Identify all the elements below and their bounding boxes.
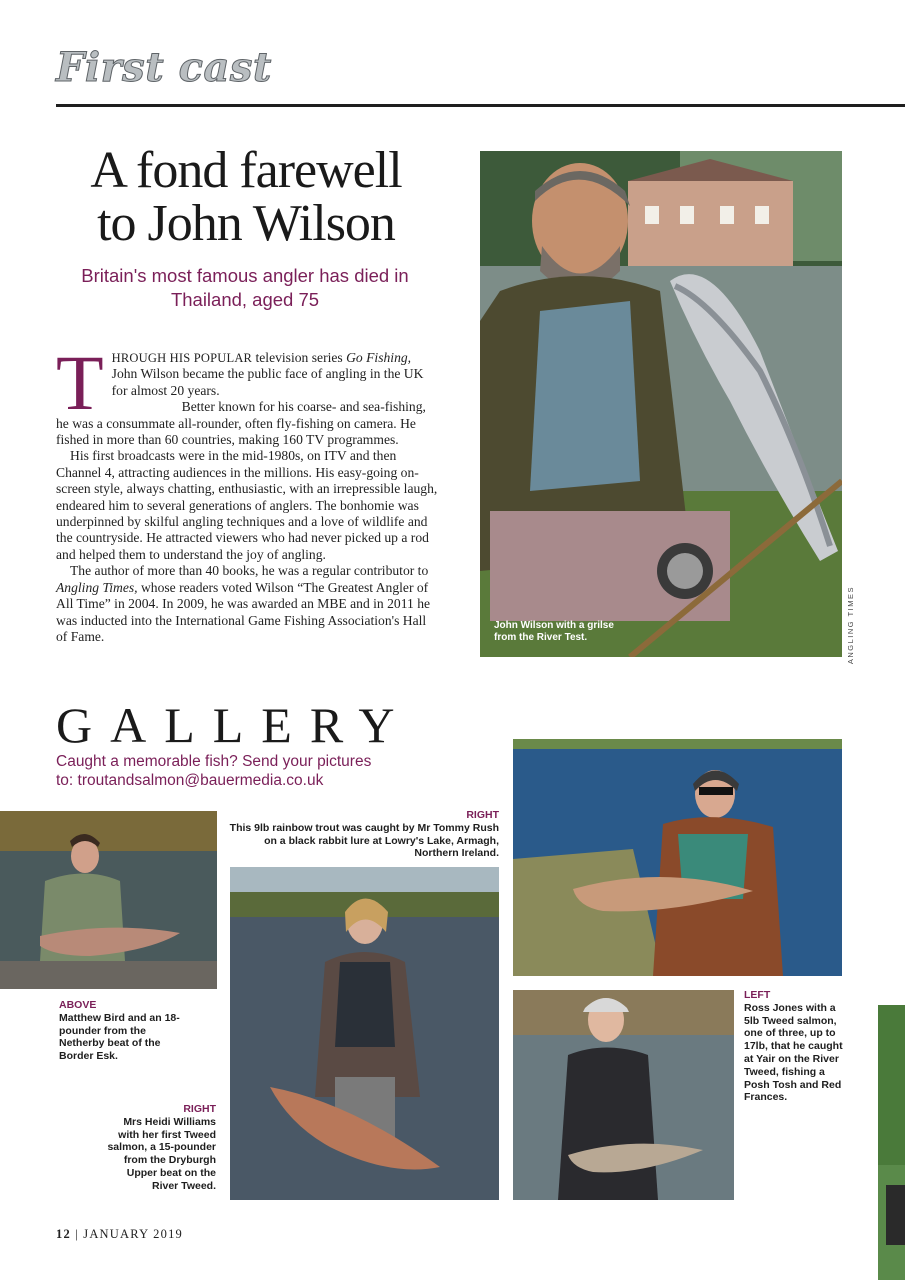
caption-matthew-bird	[59, 999, 189, 1063]
edge-photo	[878, 1005, 905, 1280]
drop-cap: T	[56, 339, 104, 426]
tommy-rush-photo	[513, 739, 842, 976]
caption-tag-right-top: RIGHT	[466, 809, 499, 821]
gallery-subtitle-line-2: to: troutandsalmon@bauermedia.co.uk	[56, 772, 324, 789]
section-title: First cast	[56, 44, 272, 91]
caption-tag-right-bottom: RIGHT	[183, 1103, 216, 1115]
headline	[58, 144, 434, 250]
p4-italic: Angling Times,	[56, 579, 138, 595]
p4-text-b: whose readers voted Wilson “The Greatest Angler of All Time” in 2004. In 2009, he was awarded an MBE and in 2011 he was inducted into the International Game Fishing Association's Hall of Fame.	[56, 579, 431, 644]
gallery-title: GALLERY	[56, 697, 413, 753]
caption-tag-left: LEFT	[744, 989, 771, 1001]
caption-tag-above: ABOVE	[59, 999, 97, 1011]
caption-text-above: Matthew Bird and an 18-pounder from the Netherby beat of the Border Esk.	[59, 1011, 180, 1063]
caption-text-left: Ross Jones with a 5lb Tweed salmon, one of three, up to 17lb, that he caught at Yair on the River Tweed, fishing a Posh Tosh and Red Frances.	[744, 1001, 843, 1104]
p1-italic: Go Fishing,	[346, 350, 412, 365]
john-wilson-photo	[480, 151, 842, 657]
photo-credit: ANGLING TIMES	[846, 586, 855, 665]
standfirst: Britain's most famous angler has died in Thailand, aged 75	[81, 265, 409, 310]
caption-tommy-rush	[228, 809, 499, 860]
matthew-bird-photo	[0, 811, 217, 989]
issue-date: JANUARY 2019	[83, 1227, 183, 1241]
caption-text-right-top: This 9lb rainbow trout was caught by Mr Tommy Rush on a black rabbit lure at Lowry's Lake, Armagh, Northern Ireland.	[229, 821, 499, 860]
paragraph-4	[56, 563, 438, 645]
main-photo-caption: John Wilson with a grilse from the River Test.	[494, 620, 614, 643]
gallery-subtitle-line-1: Caught a memorable fish? Send your pictures	[56, 753, 372, 770]
footer-separator: |	[70, 1227, 84, 1241]
gallery-subtitle	[56, 752, 456, 790]
heidi-williams-photo	[230, 867, 499, 1200]
paragraph-3: His first broadcasts were in the mid-1980s, on ITV and then Channel 4, attracting audiences in the millions. His easy-going on-screen style, always chatting, enthusiastic, with an irrepressible laugh, endeared him to several generations of anglers. The bonhomie was underpinned by skilful angling techniques and a love of wildlife and the countryside. He attracted viewers who had never picked up a rod and helped them to understand the joy of angling.	[56, 448, 438, 562]
p1-text-a: television series	[252, 350, 347, 365]
caption-ross-jones	[744, 989, 844, 1104]
headline-line-2: to John Wilson	[97, 195, 395, 252]
p1-text-b: John Wilson became the public face of angling in the UK for almost 20 years.	[111, 366, 424, 398]
paragraph-2: Better known for his coarse- and sea-fishing, he was a consummate all-rounder, often fly-fishing on camera. He fished in more than 60 countries, making 160 TV programmes.	[56, 399, 426, 448]
caption-heidi-williams	[104, 1103, 216, 1193]
header-rule	[56, 104, 905, 107]
ross-jones-photo	[513, 990, 734, 1200]
p4-text-a: The author of more than 40 books, he was a regular contributor to	[70, 563, 429, 579]
page-number: 12	[56, 1227, 71, 1241]
page-footer	[56, 1227, 183, 1242]
lead-in: HROUGH HIS POPULAR	[111, 351, 253, 365]
headline-line-1: A fond farewell	[90, 142, 402, 199]
article-body	[56, 339, 438, 645]
caption-text-right-bottom: Mrs Heidi Williams with her first Tweed salmon, a 15-pounder from the Dryburgh Upper beat on the River Tweed.	[107, 1115, 216, 1192]
